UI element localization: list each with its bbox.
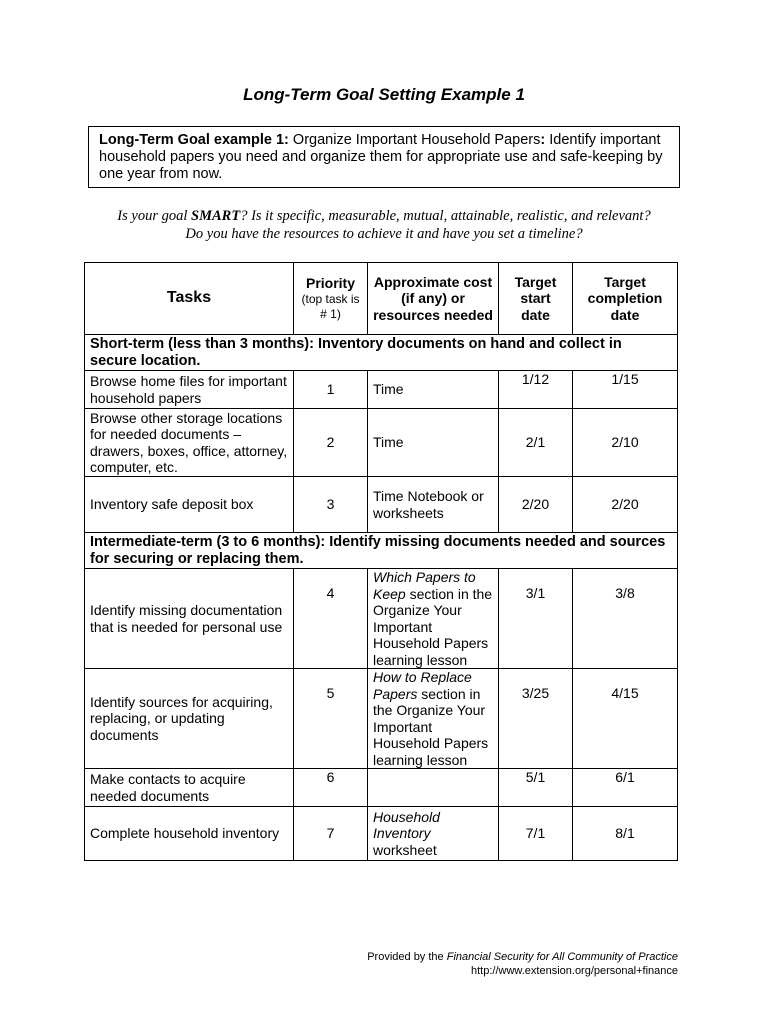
page-title: Long-Term Goal Setting Example 1 <box>243 85 525 104</box>
goal-name: Organize Important Household Papers <box>292 132 541 148</box>
header-completion: Target completion date <box>573 263 678 335</box>
resource-text: Time <box>373 381 404 398</box>
priority-cell: 5 <box>294 669 368 769</box>
footer-org: Financial Security for All Community of Practice <box>446 951 678 963</box>
task-cell: Identify missing documentation that is needed for personal use <box>85 569 294 669</box>
start-date-cell: 2/20 <box>499 477 573 533</box>
goal-table <box>84 262 678 861</box>
goal-label: Long-Term Goal example 1: <box>99 132 289 148</box>
smart-question <box>0 207 768 243</box>
table-row <box>85 569 678 669</box>
priority-cell: 1 <box>294 371 368 409</box>
resource-text: worksheet <box>373 841 437 858</box>
resource-cell <box>368 569 499 669</box>
resource-cell <box>368 371 499 409</box>
resource-text: section in the Organize Your Important Household Papers learning lesson <box>373 585 493 668</box>
goal-box <box>88 126 680 188</box>
section-row <box>85 533 678 569</box>
footer <box>367 950 678 978</box>
resource-italic: Which Papers to Keep <box>373 569 476 602</box>
start-date-cell: 2/1 <box>499 409 573 477</box>
section-row <box>85 335 678 371</box>
end-date-cell: 2/10 <box>573 409 678 477</box>
resource-cell <box>368 769 499 807</box>
priority-cell: 2 <box>294 409 368 477</box>
table-row <box>85 807 678 861</box>
resource-italic: Household Inventory <box>373 808 440 842</box>
footer-url[interactable]: http://www.extension.org/personal+finance <box>471 965 678 977</box>
priority-cell: 6 <box>294 769 368 807</box>
priority-cell: 7 <box>294 807 368 861</box>
goal-colon: : <box>540 132 546 148</box>
resource-cell <box>368 669 499 769</box>
end-date-cell: 3/8 <box>573 569 678 669</box>
header-priority-note: (top task is # 1) <box>301 291 360 321</box>
resource-cell <box>368 409 499 477</box>
task-cell: Make contacts to acquire needed documents <box>85 769 294 807</box>
header-start: Target start date <box>499 263 573 335</box>
task-cell: Browse home files for important household papers <box>85 371 294 409</box>
resource-cell <box>368 807 499 861</box>
section-heading: Short-term (less than 3 months): Inventory documents on hand and collect in secure location. <box>85 335 678 371</box>
resource-italic: How to Replace Papers <box>373 669 472 702</box>
resource-text: Time <box>373 434 404 451</box>
smart-keyword: SMART <box>191 208 241 224</box>
resource-cell <box>368 477 499 533</box>
start-date-cell: 7/1 <box>499 807 573 861</box>
footer-credit <box>367 950 678 964</box>
goal-description: Identify important household papers you need and organize them for appropriate use and safe-keeping by one year from now. <box>99 132 663 182</box>
table-row <box>85 669 678 769</box>
start-date-cell: 5/1 <box>499 769 573 807</box>
header-tasks: Tasks <box>85 263 294 335</box>
smart-before: Is your goal <box>117 208 188 224</box>
smart-after: ? Is it specific, measurable, mutual, attainable, realistic, and relevant? <box>240 208 651 224</box>
task-cell: Browse other storage locations for needed documents – drawers, boxes, office, attorney, computer, etc. <box>85 409 294 477</box>
start-date-cell: 3/25 <box>499 669 573 769</box>
task-cell: Identify sources for acquiring, replacing, or updating documents <box>85 669 294 769</box>
end-date-cell: 8/1 <box>573 807 678 861</box>
end-date-cell: 2/20 <box>573 477 678 533</box>
header-cost: Approximate cost (if any) or resources needed <box>368 263 499 335</box>
footer-provided-by: Provided by the <box>367 951 444 963</box>
priority-cell: 4 <box>294 569 368 669</box>
end-date-cell: 1/15 <box>573 371 678 409</box>
section-heading: Intermediate-term (3 to 6 months): Identify missing documents needed and sources for securing or replacing them. <box>85 533 678 569</box>
resource-text: section in the Organize Your Important Household Papers learning lesson <box>373 685 489 768</box>
start-date-cell: 1/12 <box>499 371 573 409</box>
table-header-row <box>85 263 678 335</box>
task-cell: Inventory safe deposit box <box>85 477 294 533</box>
end-date-cell: 4/15 <box>573 669 678 769</box>
smart-line-2: Do you have the resources to achieve it and have you set a timeline? <box>185 226 583 242</box>
resource-text: Time Notebook or worksheets <box>373 488 484 521</box>
header-priority-label: Priority <box>305 275 355 292</box>
header-priority <box>294 263 368 335</box>
table-row <box>85 409 678 477</box>
end-date-cell: 6/1 <box>573 769 678 807</box>
table-row <box>85 371 678 409</box>
priority-cell: 3 <box>294 477 368 533</box>
table-row <box>85 769 678 807</box>
table-row <box>85 477 678 533</box>
start-date-cell: 3/1 <box>499 569 573 669</box>
task-cell: Complete household inventory <box>85 807 294 861</box>
smart-line-1 <box>0 207 768 225</box>
